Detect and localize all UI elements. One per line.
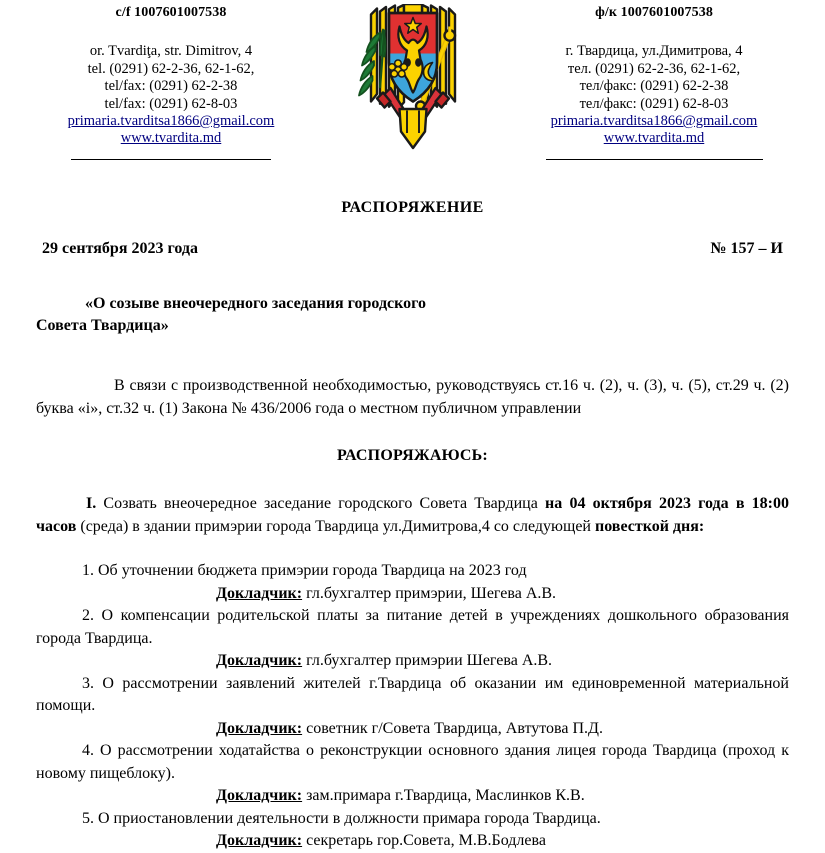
agenda-speaker-line (36, 650, 789, 673)
agenda-item-text (36, 605, 789, 650)
email-link-left[interactable]: primaria.tvarditsa1866@gmail.com (67, 113, 275, 130)
document-body (0, 199, 825, 853)
emblem-container (318, 4, 508, 154)
agenda-entry (36, 605, 789, 673)
agenda-item-number: 1. (82, 562, 94, 579)
fiscal-code-left: c/f 1007601007538 (115, 5, 227, 20)
preamble-paragraph: В связи с производственной необходимостью, руководствуясь ст.16 ч. (2), ч. (3), ч. (5), ст.29 ч. (2) буква «i», ст.32 ч. (1) Закона № 436/2006 года о местном публичном управлении (36, 377, 789, 417)
speaker-label: Докладчик: (216, 787, 303, 804)
agenda-item-body: О рассмотрении заявлений жителей г.Твардица об оказании им единовременной материальной помощи. (36, 674, 789, 714)
address-right: г. Твардица, ул.Димитрова, 4 (565, 43, 743, 60)
document-number: № 157 – И (710, 240, 783, 257)
agenda-entry (36, 740, 789, 808)
agenda-speaker-line (36, 830, 789, 853)
phone-right: тел. (0291) 62-2-36, 62-1-62, (567, 60, 741, 77)
agenda-item-number: 4. (82, 742, 94, 759)
agenda-item-text (36, 740, 789, 785)
header-right-block (509, 4, 805, 160)
speaker-label: Докладчик: (216, 832, 303, 849)
agenda-item-body: Об уточнении бюджета примэрии города Твардица на 2023 год (94, 562, 527, 579)
document-type-title: РАСПОРЯЖЕНИЕ (341, 199, 484, 216)
agenda-item-text (36, 560, 789, 583)
fax-left-1: tel/fax: (0291) 62-2-38 (104, 78, 238, 95)
fax-left-2: tel/fax: (0291) 62-8-03 (104, 95, 238, 112)
header-rule-right (546, 159, 763, 160)
speaker-label: Докладчик: (216, 719, 303, 737)
website-link-right[interactable]: www.tvardita.md (603, 130, 705, 147)
header-rule-left (71, 159, 271, 160)
speaker-value: секретарь гор.Совета, М.В.Бодлева (302, 832, 546, 849)
agenda-item-body: О компенсации родительской платы за питание детей в учреждениях дошкольного образования города Твардица. (36, 607, 789, 647)
document-subject (36, 293, 456, 337)
speaker-value: советник г/Совета Твардица, Автутова П.Д. (302, 719, 603, 737)
speaker-value: зам.примара г.Твардица, Маслинков К.В. (302, 787, 585, 804)
fiscal-code-right: ф/к 1007601007538 (595, 5, 713, 20)
letterhead-header (0, 0, 825, 160)
resolve-part-2: (среда) в здании примэрии города Твардица ул.Димитрова,4 со следующей (76, 517, 595, 535)
agenda-speaker-line (36, 583, 789, 606)
resolve-bold-2: повесткой дня: (594, 517, 705, 535)
agenda-item-number: 5. (82, 809, 94, 827)
agenda-item-number: 2. (82, 607, 94, 624)
document-meta-row (36, 240, 789, 258)
agenda-list (36, 560, 789, 853)
resolve-numeral: I. (86, 495, 97, 512)
agenda-entry (36, 808, 789, 853)
email-link-right[interactable]: primaria.tvarditsa1866@gmail.com (550, 113, 758, 130)
agenda-item-body: О приостановлении деятельности в должности примара города Твардица. (94, 809, 601, 827)
address-left: or. Tvardiţa, str. Dimitrov, 4 (89, 43, 253, 60)
fax-right-2: тел/факс: (0291) 62-8-03 (579, 95, 729, 112)
agenda-speaker-line (36, 785, 789, 808)
agenda-item-number: 3. (82, 674, 94, 692)
resolve-paragraph (36, 493, 789, 538)
phone-left: tel. (0291) 62-2-36, 62-1-62, (87, 60, 255, 77)
resolve-bold-1: на 04 октября 2023 года в 18:00 часов (36, 495, 790, 535)
subject-line-2: Совета Твардица» (36, 317, 169, 334)
speaker-label: Докладчик: (216, 652, 303, 669)
agenda-entry (36, 560, 789, 605)
agenda-speaker-line (36, 718, 789, 741)
agenda-entry (36, 673, 789, 741)
resolve-part-1: Созвать внеочередное заседание городского Совета Твардица (96, 495, 546, 512)
moldova-coat-of-arms-icon (338, 4, 488, 154)
resolve-heading: РАСПОРЯЖАЮСЬ: (337, 447, 488, 464)
agenda-item-text (36, 673, 789, 718)
speaker-value: гл.бухгалтер примэрии Шегева А.В. (302, 652, 553, 669)
subject-line-1: «О созыве внеочередного заседания городского (85, 295, 427, 312)
speaker-label: Докладчик: (216, 584, 303, 602)
fax-right-1: тел/факс: (0291) 62-2-38 (579, 78, 729, 95)
speaker-value: гл.бухгалтер примэрии, Шегева А.В. (302, 584, 557, 602)
header-left-block (20, 4, 316, 160)
website-link-left[interactable]: www.tvardita.md (120, 130, 222, 147)
agenda-item-body: О рассмотрении ходатайства о реконструкции основного здания лицея города Твардица (проход к новому пищеблоку). (36, 742, 789, 782)
document-date: 29 сентября 2023 года (42, 240, 198, 257)
